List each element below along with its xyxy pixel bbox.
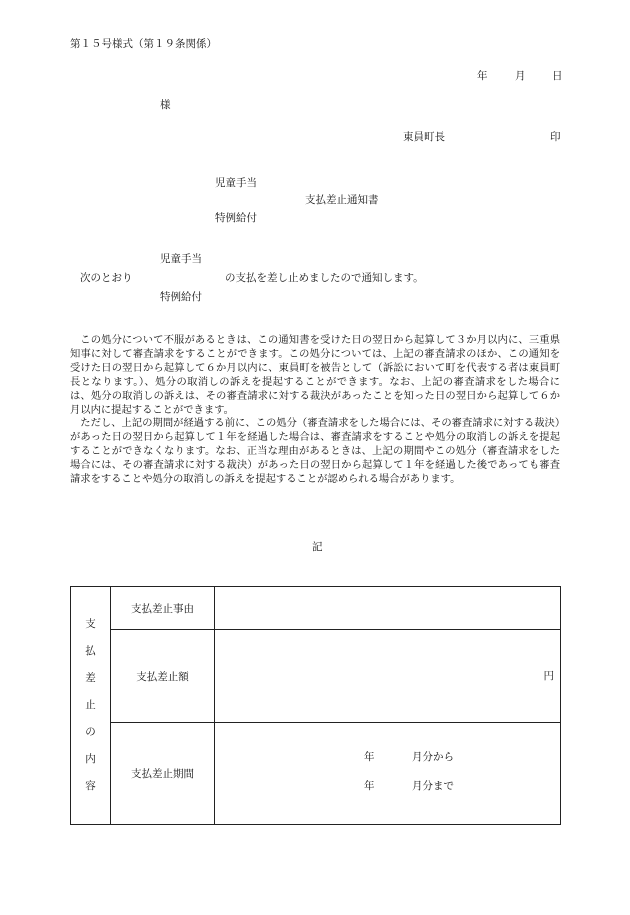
intro-option-special-benefit: 特例給付 [160, 291, 202, 303]
section-char: 払 [85, 645, 96, 657]
form-number: 第１５号様式（第１９条関係） [70, 38, 217, 50]
appeal-notice [70, 334, 560, 487]
appeal-notice-paragraph-1: この処分について不服があるときは、この通知書を受けた日の翌日から起算して３か月以内に、三重県知事に対して審査請求をすることができます。この処分については、上記の審査請求のほか、この通知を受けた日の翌日から起算して６か月以内に、東員町を被告として（訴訟において町を代表する者は東員町長となります。）、処分の取消しの訴えを提起することができます。なお、上記の審査請求をした場合には、処分の取消しの訴えは、その審査請求に対する裁決があったことを知った日の翌日から起算して６か月以内に提起することができます。 [70, 334, 560, 416]
period-to-year: 年 [364, 780, 375, 792]
intro-prefix: 次のとおり [80, 272, 133, 284]
issuer-name: 東員町長 [403, 131, 445, 143]
intro-suffix: の支払を差し止めましたので通知します。 [225, 272, 424, 284]
reason-label: 支払差止事由 [111, 587, 215, 630]
period-from-year: 年 [364, 751, 375, 763]
period-label: 支払差止期間 [111, 723, 215, 825]
suspension-details-table [70, 586, 561, 825]
section-char: の [85, 726, 96, 738]
section-char: 止 [85, 699, 96, 711]
period-to-month: 月分まで [412, 780, 454, 792]
record-heading: 記 [312, 541, 323, 553]
date-year-label: 年 [477, 70, 488, 82]
section-char: 容 [85, 780, 96, 792]
period-value-cell [215, 723, 561, 825]
section-char: 支 [85, 618, 96, 630]
appeal-notice-paragraph-2: ただし、上記の期間が経過する前に、この処分（審査請求をした場合には、その審査請求に対する裁決）があった日の翌日から起算して１年を経過した場合は、審査請求をすることや処分の取消しの訴えを提起することができなくなります。なお、正当な理由があるときは、上記の期間やこの処分（審査請求をした場合には、その審査請求に対する裁決）があった日の翌日から起算して１年を経過した後であっても審査請求をすることや処分の取消しの訴えを提起することが認められる場合があります。 [70, 417, 560, 486]
addressee-suffix: 様 [160, 99, 171, 111]
title-option-special-benefit: 特例給付 [215, 212, 257, 224]
seal-mark: 印 [550, 131, 561, 143]
section-label-vertical [71, 587, 111, 825]
date-day-label: 日 [552, 70, 563, 82]
intro-option-child-allowance: 児童手当 [160, 253, 202, 265]
amount-unit: 円 [543, 670, 554, 682]
reason-value-cell [215, 587, 561, 630]
title-option-child-allowance: 児童手当 [215, 177, 257, 189]
period-from-month: 月分から [412, 751, 454, 763]
section-char: 差 [85, 672, 96, 684]
date-month-label: 月 [515, 70, 526, 82]
amount-label: 支払差止額 [111, 630, 215, 723]
document-title: 支払差止通知書 [305, 194, 379, 206]
amount-value-cell [215, 630, 561, 723]
section-char: 内 [85, 753, 96, 765]
